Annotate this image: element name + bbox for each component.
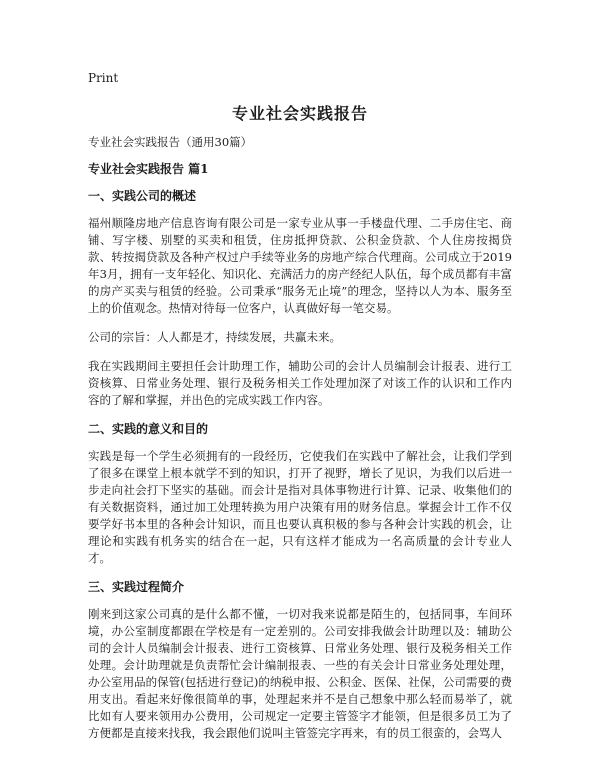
section-heading-purpose: 二、实践的意义和目的 xyxy=(88,422,209,436)
paragraph: 我在实践期间主要担任会计助理工作，辅助公司的会计人员编制会计报表、进行工资核算、日常业务处理、银行及税务相关工作处理加深了对该工作的认识和工作内容的了解和掌握，并出色的完成实践工作内容。 xyxy=(88,359,512,407)
paragraph: 刚来到这家公司真的是什么都不懂，一切对我来说都是陌生的，包括同事，车间环境，办公室制度都跟在学校是有一定差别的。公司安排我做会计助理以及：辅助公司的会计人员编制会计报表、进行工资核算、日常业务处理、银行及税务相关工作处理。会计助理就是负责帮忙会计编制报表、一些的有关会计日常业务处理处理，办公室用品的保管(包括进行登记)的纳税申报、公积金、医保、社保，公司需要的费用支出。看起来好像很简单的事，处理起来并不是自己想象中那么轻而易举了，就比如有人要来领用办公费用，公司规定一定要主管签字才能领，但是很多员工为了方便都是直接来找我，我会跟他们说叫主管签完字再来，有的员工很蛮的，会骂人 xyxy=(88,607,512,740)
section-heading-process: 三、实践过程简介 xyxy=(88,580,185,594)
part-title: 专业社会实践报告 篇1 xyxy=(88,162,209,176)
document-subtitle: 专业社会实践报告（通用30篇） xyxy=(88,135,253,149)
document-title: 专业社会实践报告 xyxy=(231,104,368,123)
paragraph: 实践是每一个学生必须拥有的一段经历，它使我们在实践中了解社会，让我们学到了很多在课堂上根本就学不到的知识，打开了视野，增长了见识，为我们以后进一步走向社会打下坚实的基础。而会计是指对具体事物进行计算、记录、收集他们的有关数据资料，通过加工处理转换为用户决策有用的财务信息。掌握会计工作不仅要学好书本里的各种会计知识，而且也要认真积极的参与各种会计实践的机会，让理论和实践有机务实的结合在一起，只有这样才能成为一名高质量的会计专业人才。 xyxy=(88,449,512,565)
print-link[interactable]: Print xyxy=(88,71,119,85)
section-heading-overview: 一、实践公司的概述 xyxy=(88,189,197,203)
paragraph: 福州顺隆房地产信息咨询有限公司是一家专业从事一手楼盘代理、二手房住宅、商铺、写字楼、别墅的买卖和租赁，住房抵押贷款、公积金贷款、个人住房按揭贷款、转按揭贷款及各种产权过户手续等业务的房地产综合代理商。公司成立于2019年3月，拥有一支年轻化、知识化、充满活力的房产经纪人队伍，每个成员都有丰富的房产买卖与租赁的经验。公司秉承“服务无止境”的理念，坚持以人为本、服务至上的价值观念。热情对待每一位客户，认真做好每一笔交易。 xyxy=(88,216,512,315)
paragraph: 公司的宗旨：人人都是才，持续发展，共赢未来。 xyxy=(88,330,341,344)
